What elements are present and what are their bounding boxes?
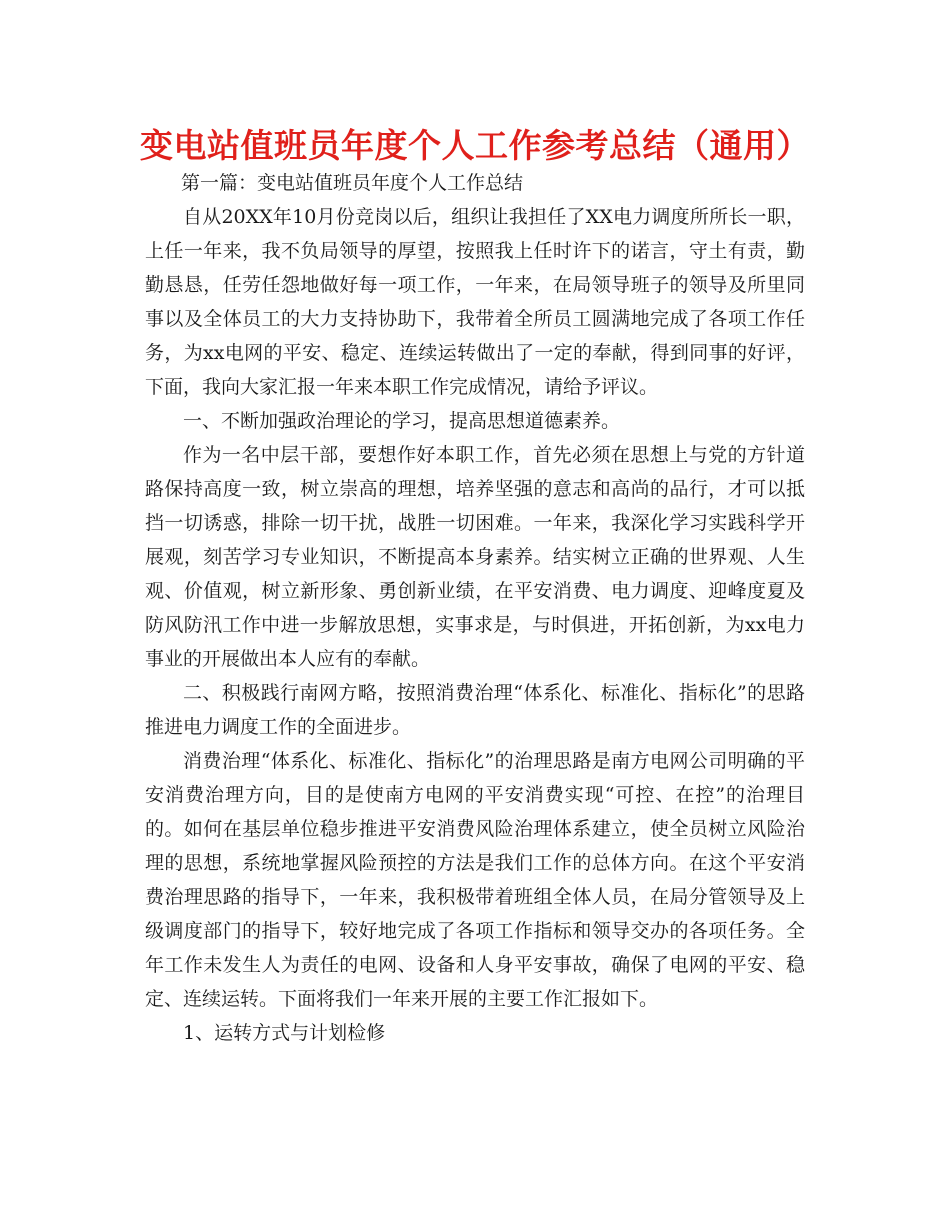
paragraph: 消费治理“体系化、标准化、指标化”的治理思路是南方电网公司明确的平安消费治理方向，目的是使南方电网的平安消费实现“可控、在控”的治理目的。如何在基层单位稳步推进平安消费风险治理体系建立，使全员树立风险治理的思想，系统地掌握风险预控的方法是我们工作的总体方向。在这个平安消费治理思路的指导下，一年来，我积极带着班组全体人员，在局分管领导及上级调度部门的指导下，较好地完成了各项工作指标和领导交办的各项任务。全年工作未发生人为责任的电网、设备和人身平安事故，确保了电网的平安、稳定、连续运转。下面将我们一年来开展的主要工作汇报如下。 — [145, 750, 805, 1010]
document-subtitle: 第一篇：变电站值班员年度个人工作总结 — [181, 172, 524, 194]
section-heading: 二、积极践行南网方略，按照消费治理“体系化、标准化、指标化”的思路推进电力调度工作的全面进步。 — [145, 682, 805, 738]
paragraph: 自从20XX年10月份竞岗以后，组织让我担任了XX电力调度所所长一职，上任一年来，我不负局领导的厚望，按照我上任时许下的诺言，守土有责，勤勤恳恳，任劳任怨地做好每一项工作，一年来，在局领导班子的领导及所里同事以及全体员工的大力支持协助下，我带着全所员工圆满地完成了各项工作任务，为xx电网的平安、稳定、连续运转做出了一定的奉献，得到同事的好评，下面，我向大家汇报一年来本职工作完成情况，请给予评议。 — [145, 206, 805, 398]
paragraph: 作为一名中层干部，要想作好本职工作，首先必须在思想上与党的方针道路保持高度一致，树立崇高的理想，培养坚强的意志和高尚的品行，才可以抵挡一切诱惑，排除一切干扰，战胜一切困难。一年来，我深化学习实践科学开展观，刻苦学习专业知识，不断提高本身素养。结实树立正确的世界观、人生观、价值观，树立新形象、勇创新业绩，在平安消费、电力调度、迎峰度夏及防风防汛工作中进一步解放思想，实事求是，与时俱进，开拓创新，为xx电力事业的开展做出本人应有的奉献。 — [145, 444, 805, 670]
subsection-heading: 1、运转方式与计划检修 — [183, 1022, 386, 1044]
document-title: 变电站值班员年度个人工作参考总结（通用） — [140, 126, 810, 165]
section-heading: 一、不断加强政治理论的学习，提高思想道德素养。 — [183, 410, 621, 432]
document-body — [145, 200, 805, 1050]
